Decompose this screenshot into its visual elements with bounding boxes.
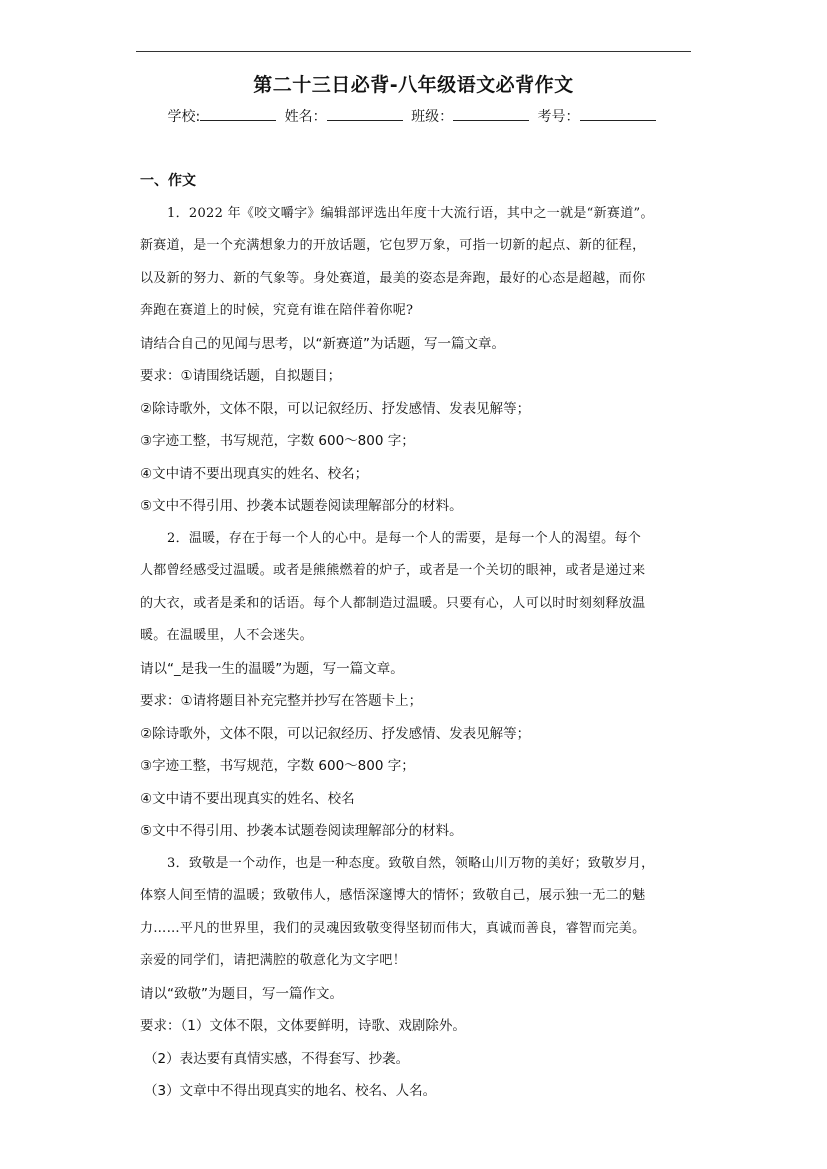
q2-line-1: 2．温暖，存在于每一个人的心中。是每一个人的需要，是每一个人的渴望。每个 bbox=[167, 530, 642, 546]
q3-prompt: 请以“致敬”为题目，写一篇作文。 bbox=[140, 985, 343, 1002]
name-label: 姓名： bbox=[284, 109, 327, 125]
name-blank[interactable] bbox=[327, 106, 403, 121]
q3-line-4: 亲爱的同学们，请把满腔的敬意化为文字吧！ bbox=[140, 953, 407, 968]
q3-requirement-3: （3）文章中不得出现真实的地名、校名、人名。 bbox=[144, 1083, 437, 1099]
q2-requirement-1: 要求：①请将题目补充完整并抄写在答题卡上； bbox=[140, 693, 423, 709]
top-rule bbox=[136, 51, 691, 52]
q1-requirement-4: ④文中请不要出现真实的姓名、校名； bbox=[140, 465, 369, 482]
q1-requirement-2: ②除诗歌外，文体不限，可以记叙经历、抒发感情、发表见解等； bbox=[140, 400, 531, 417]
number-label: 考号： bbox=[537, 109, 580, 125]
school-label: 学校: bbox=[167, 109, 201, 125]
q1-prompt: 请结合自己的见闻与思考，以“新赛道”为话题，写一篇文章。 bbox=[140, 335, 505, 352]
q1-line-4: 奔跑在赛道上的时候，究竟有谁在陪伴着你呢? bbox=[140, 303, 414, 318]
class-label: 班级： bbox=[411, 109, 454, 125]
q1-requirement-5: ⑤文中不得引用、抄袭本试题卷阅读理解部分的材料。 bbox=[140, 498, 463, 514]
q2-requirement-5: ⑤文中不得引用、抄袭本试题卷阅读理解部分的材料。 bbox=[140, 823, 463, 839]
page-title: 第二十三日必背-八年级语文必背作文 bbox=[253, 74, 574, 96]
q3-requirement-2: （2）表达要有真情实感，不得套写、抄袭。 bbox=[144, 1050, 410, 1067]
q3-line-2: 体察人间至情的温暖；致敬伟人，感悟深邃博大的情怀；致敬自己，展示独一无二的魅 bbox=[140, 888, 646, 903]
q1-line-3: 以及新的努力、新的气象等。身处赛道，最美的姿态是奔跑，最好的心态是超越，而你 bbox=[140, 270, 646, 286]
q1-line-1: 1．2022 年《咬文嚼字》编辑部评选出年度十大流行语，其中之一就是“新赛道”。 bbox=[167, 205, 654, 221]
q1-requirement-1: 要求：①请围绕话题，自拟题目； bbox=[140, 368, 342, 384]
q1-line-2: 新赛道，是一个充满想象力的开放话题，它包罗万象，可指一切新的起点、新的征程， bbox=[140, 238, 646, 253]
q3-line-3: 力……平凡的世界里，我们的灵魂因致敬变得坚韧而伟大，真诚而善良，睿智而完美。 bbox=[140, 920, 646, 936]
q3-line-1: 3．致敬是一个动作，也是一种态度。致敬自然，领略山川万物的美好；致敬岁月， bbox=[167, 855, 655, 871]
class-blank[interactable] bbox=[453, 106, 529, 121]
section-heading: 一、作文 bbox=[140, 173, 196, 189]
q2-line-2: 人都曾经感受过温暖。或者是熊熊燃着的炉子，或者是一个关切的眼神，或者是递过来 bbox=[140, 563, 646, 578]
school-blank[interactable] bbox=[200, 106, 276, 121]
q2-requirement-3: ③字迹工整，书写规范，字数 600～800 字； bbox=[140, 758, 415, 774]
q2-requirement-2: ②除诗歌外，文体不限，可以记叙经历、抒发感情、发表见解等； bbox=[140, 725, 531, 742]
document-body bbox=[140, 170, 692, 1113]
q2-line-3: 的大衣，或者是柔和的话语。每个人都制造过温暖。只要有心，人可以时时刻刻释放温 bbox=[140, 595, 646, 611]
number-blank[interactable] bbox=[580, 106, 656, 121]
q3-requirement-1: 要求：（1）文体不限，文体要鲜明，诗歌、戏剧除外。 bbox=[140, 1018, 466, 1034]
q2-line-4: 暖。在温暖里，人不会迷失。 bbox=[140, 628, 313, 643]
q2-prompt: 请以“_是我一生的温暖”为题，写一篇文章。 bbox=[140, 660, 404, 677]
q1-requirement-3: ③字迹工整，书写规范，字数 600～800 字； bbox=[140, 433, 415, 449]
q2-requirement-4: ④文中请不要出现真实的姓名、校名 bbox=[140, 790, 355, 807]
student-info-line bbox=[0, 106, 827, 126]
